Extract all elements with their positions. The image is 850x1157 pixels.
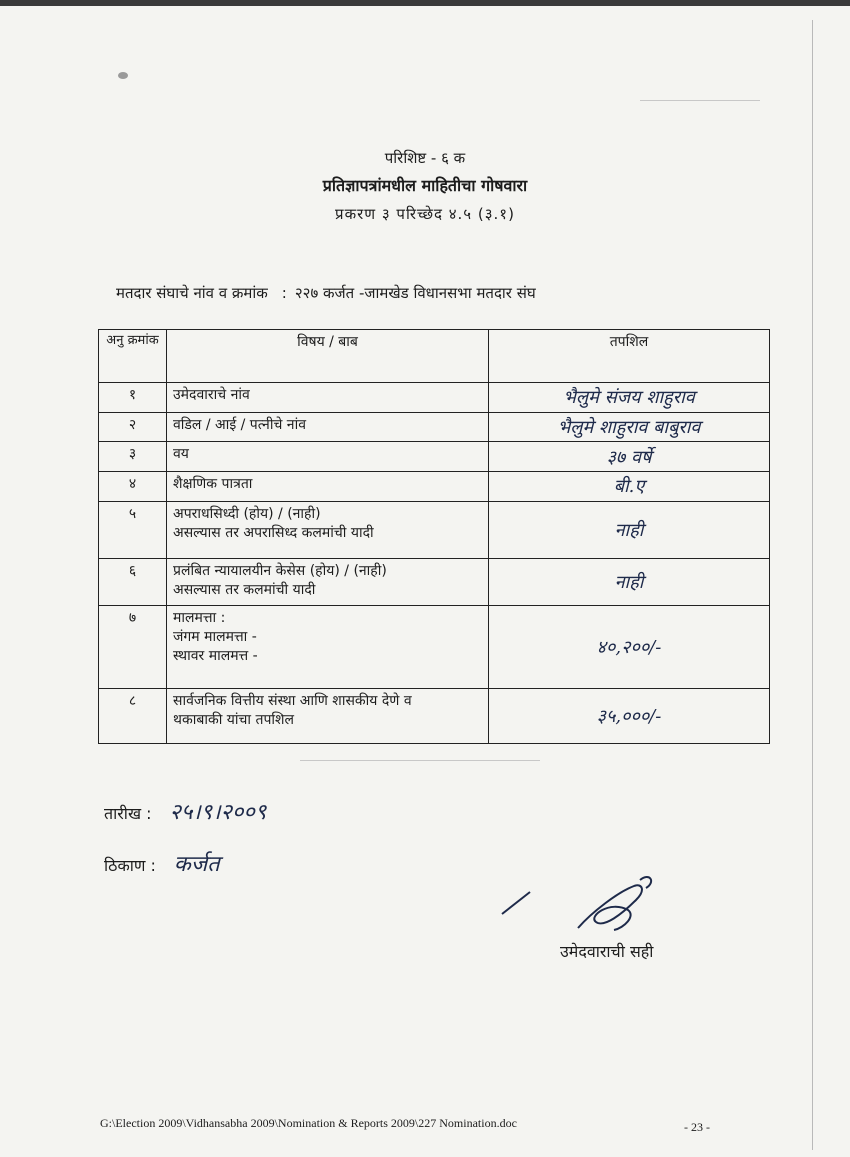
- row-number: २: [99, 412, 167, 442]
- place-line: [104, 848, 220, 878]
- row-details-handwritten: ३५,०००/-: [489, 688, 770, 743]
- affidavit-summary-table: [98, 329, 770, 744]
- signature-image: [500, 870, 670, 945]
- row-subject-line: मालमत्ता :: [173, 609, 226, 626]
- row-number: ३: [99, 442, 167, 472]
- row-subject: उमेदवाराचे नांव: [167, 383, 489, 413]
- row-subject: [167, 558, 489, 605]
- page-number: - 23 -: [684, 1120, 710, 1134]
- row-details-handwritten: भैलुमे शाहुराव बाबुराव: [489, 412, 770, 442]
- table-row: [99, 558, 770, 605]
- place-label: ठिकाण :: [104, 856, 156, 875]
- footer-file-path: G:\Election 2009\Vidhansabha 2009\Nomination & Reports 2009\227 Nomination.doc: [100, 1116, 517, 1130]
- constituency-value: २२७ कर्जत -जामखेड विधानसभा मतदार संघ: [294, 284, 536, 302]
- date-line: [104, 796, 266, 826]
- row-details-handwritten: बी.ए: [489, 472, 770, 502]
- row-subject-line: सार्वजनिक वित्तीय संस्था आणि शासकीय देणे व: [173, 692, 412, 709]
- row-subject-line: असल्यास तर कलमांची यादी: [173, 581, 316, 598]
- row-subject: [167, 501, 489, 558]
- row-subject: शैक्षणिक पात्रता: [167, 472, 489, 502]
- row-number: ७: [99, 605, 167, 688]
- scan-noise: [640, 100, 760, 101]
- row-number: ५: [99, 501, 167, 558]
- signature-stroke: [578, 885, 642, 930]
- row-subject-line: थकाबाकी यांचा तपशिल: [173, 711, 295, 728]
- section-reference: प्रकरण ३ परिच्छेद ४.५ (३.१): [335, 205, 515, 223]
- date-value-handwritten: २५।९।२००९: [169, 800, 267, 825]
- tick-mark: [502, 892, 530, 914]
- table-row: [99, 688, 770, 743]
- row-details-handwritten: ३७ वर्षे: [489, 442, 770, 472]
- date-label: तारीख :: [104, 804, 152, 823]
- row-subject: वडिल / आई / पत्नीचे नांव: [167, 412, 489, 442]
- table-row: [99, 412, 770, 442]
- header-details: तपशिल: [489, 330, 770, 383]
- row-number: ४: [99, 472, 167, 502]
- table-row: [99, 442, 770, 472]
- constituency-line: [116, 283, 536, 303]
- constituency-label: मतदार संघाचे नांव व क्रमांक: [116, 284, 268, 302]
- table-row: [99, 501, 770, 558]
- scan-speck: [118, 72, 128, 79]
- row-subject: वय: [167, 442, 489, 472]
- row-details-handwritten: ४०,२००/-: [489, 605, 770, 688]
- row-subject-line: अपराधसिध्दी (होय) / (नाही): [173, 505, 321, 522]
- scan-noise: [300, 760, 540, 761]
- signature-label: उमेदवाराची सही: [560, 942, 654, 961]
- row-details-handwritten: नाही: [489, 501, 770, 558]
- row-subject: [167, 688, 489, 743]
- row-details-handwritten: भैलुमे संजय शाहुराव: [489, 383, 770, 413]
- row-number: ६: [99, 558, 167, 605]
- document-title: प्रतिज्ञापत्रांमधील माहितीचा गोषवारा: [322, 176, 528, 195]
- row-subject-line: प्रलंबित न्यायालयीन केसेस (होय) / (नाही): [173, 562, 387, 579]
- place-value-handwritten: कर्जत: [173, 852, 220, 877]
- table-row: [99, 605, 770, 688]
- row-subject: [167, 605, 489, 688]
- row-subject-line: असल्यास तर अपरासिध्द कलमांची यादी: [173, 524, 374, 541]
- header-subject: विषय / बाब: [167, 330, 489, 383]
- row-number: ८: [99, 688, 167, 743]
- separator: :: [281, 284, 287, 302]
- row-details-handwritten: नाही: [489, 558, 770, 605]
- header-serial-number: अनु क्रमांक: [99, 330, 167, 383]
- row-subject-line: जंगम मालमत्ता -: [173, 628, 257, 645]
- scan-top-edge: [0, 0, 850, 6]
- table-header-row: [99, 330, 770, 383]
- row-subject-line: स्थावर मालमत्त -: [173, 647, 258, 664]
- row-number: १: [99, 383, 167, 413]
- table-row: [99, 472, 770, 502]
- appendix-label: परिशिष्ट - ६ क: [384, 149, 466, 167]
- table-row: [99, 383, 770, 413]
